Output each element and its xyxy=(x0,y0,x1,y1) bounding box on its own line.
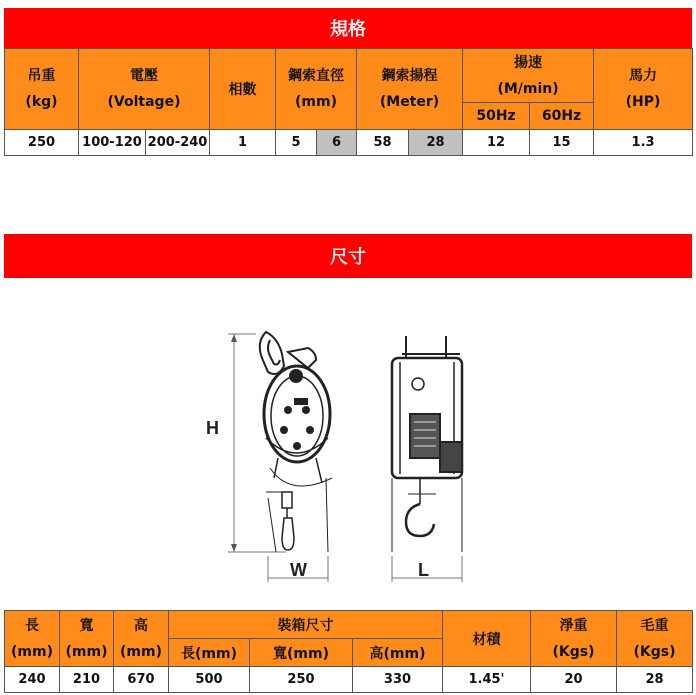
box-length-value: 500 xyxy=(169,667,250,693)
width-value: 210 xyxy=(60,667,114,693)
rope-diameter-value-b: 6 xyxy=(317,130,357,156)
height-header: 高 (mm) xyxy=(114,611,169,667)
front-view xyxy=(260,332,332,552)
height-value: 670 xyxy=(114,667,169,693)
height-dimension xyxy=(206,334,286,552)
speed-60hz-value: 15 xyxy=(530,130,594,156)
width-header: 寬 (mm) xyxy=(60,611,114,667)
power-value: 1.3 xyxy=(594,130,693,156)
rope-diameter-value-a: 5 xyxy=(276,130,317,156)
side-view xyxy=(392,336,462,552)
height-label: H xyxy=(206,418,219,438)
phase-value: 1 xyxy=(210,130,276,156)
rope-lift-value-b: 28 xyxy=(409,130,463,156)
box-size-header: 裝箱尺寸 xyxy=(169,611,443,639)
box-length-header: 長(mm) xyxy=(169,639,250,667)
box-height-value: 330 xyxy=(353,667,443,693)
length-value: 240 xyxy=(5,667,60,693)
length-header: 長 (mm) xyxy=(5,611,60,667)
hoist-drawing xyxy=(196,318,486,586)
volume-header: 材積 xyxy=(443,611,531,667)
dimensions-banner xyxy=(4,234,692,278)
spec-title: 規格 xyxy=(330,19,366,40)
rope-lift-value-a: 58 xyxy=(357,130,409,156)
voltage-value-b: 200-240 xyxy=(146,130,210,156)
voltage-value-a: 100-120 xyxy=(79,130,146,156)
spec-banner xyxy=(4,8,692,48)
power-header: 馬力 (HP) xyxy=(594,49,693,130)
box-width-value: 250 xyxy=(250,667,353,693)
rope-diameter-header: 鋼索直徑 (mm) xyxy=(276,49,357,130)
width-dimension xyxy=(268,556,328,582)
speed-60hz-header: 60Hz xyxy=(530,103,594,130)
capacity-value: 250 xyxy=(5,130,79,156)
packing-table xyxy=(4,610,693,693)
gross-weight-value: 28 xyxy=(617,667,693,693)
length-dimension xyxy=(392,556,462,582)
gross-weight-header: 毛重 (Kgs) xyxy=(617,611,693,667)
box-width-header: 寬(mm) xyxy=(250,639,353,667)
speed-header: 揚速 (M/min) xyxy=(463,49,594,103)
dimensions-title: 尺寸 xyxy=(330,247,366,268)
capacity-header: 吊重 (kg) xyxy=(5,49,79,130)
speed-50hz-header: 50Hz xyxy=(463,103,530,130)
speed-50hz-value: 12 xyxy=(463,130,530,156)
net-weight-header: 淨重 (Kgs) xyxy=(531,611,617,667)
spec-table xyxy=(4,48,693,156)
rope-lift-header: 鋼索揚程 (Meter) xyxy=(357,49,463,130)
phase-header: 相數 xyxy=(210,49,276,130)
length-label: L xyxy=(418,560,429,580)
voltage-header: 電壓 (Voltage) xyxy=(79,49,210,130)
net-weight-value: 20 xyxy=(531,667,617,693)
volume-value: 1.45' xyxy=(443,667,531,693)
box-height-header: 高(mm) xyxy=(353,639,443,667)
width-label: W xyxy=(290,560,307,580)
